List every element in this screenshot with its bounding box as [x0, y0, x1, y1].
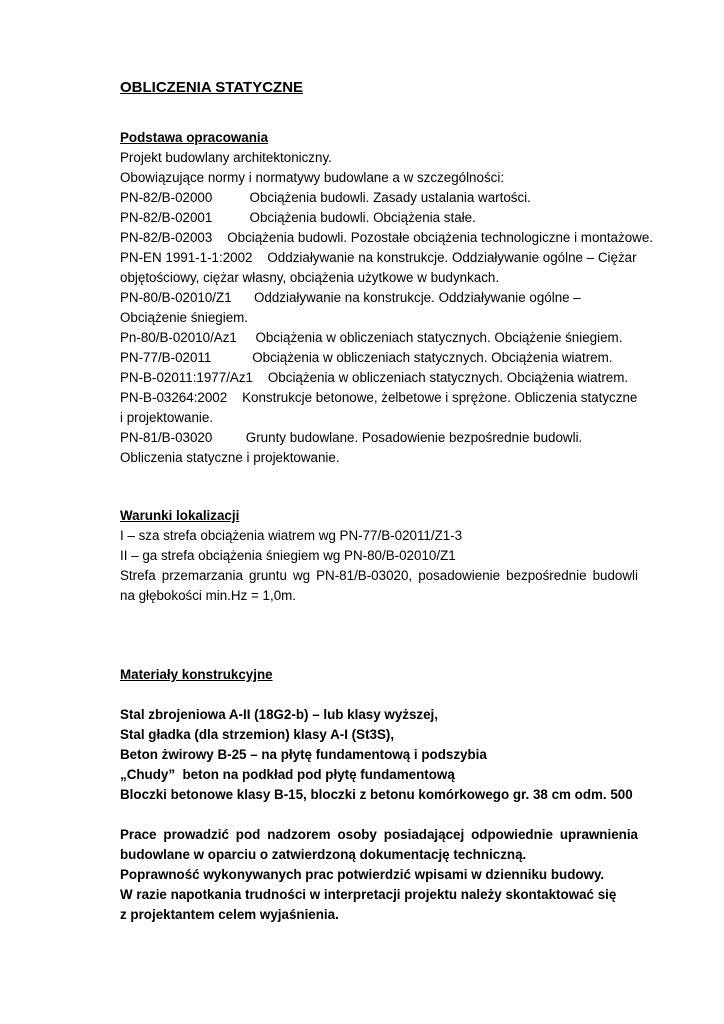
supervision-note: Prace prowadzić pod nadzorem osoby posiadającej odpowiednie uprawnienia budowlane w oparciu o zatwierdzoną dokumentację techniczną.	[120, 827, 638, 862]
standard-sep	[212, 230, 227, 245]
basis-heading: Podstawa opracowania	[120, 130, 269, 145]
basis-line: Obowiązujące normy i normatywy budowlane a w szczególności:	[120, 170, 505, 185]
document-title: OBLICZENIA STATYCZNE	[120, 79, 304, 96]
standard-sep	[253, 370, 268, 385]
standard-entry	[120, 188, 638, 208]
standard-entry	[120, 328, 638, 348]
note-line: z projektantem celem wyjaśnienia.	[120, 907, 339, 922]
standard-sep	[237, 330, 256, 345]
standard-entry	[120, 348, 638, 368]
materials-heading: Materiały konstrukcyjne	[120, 667, 273, 682]
standard-desc: Oddziaływanie na konstrukcje. Oddziaływanie ogólne – Ciężar objętościowy, ciężar własny, obciążenia użytkowe w budynkach.	[120, 250, 637, 285]
standard-code: Pn-80/B-02010/Az1	[120, 330, 237, 345]
material-item: Beton żwirowy B-25 – na płytę fundamentową i podszybia	[120, 747, 487, 762]
standard-code: PN-82/B-02003	[120, 230, 213, 245]
standard-desc: Obciążenia budowli. Obciążenia stałe.	[249, 210, 476, 225]
material-item: „Chudy” beton na podkład pod płytę fundamentową	[120, 767, 455, 782]
standard-sep	[253, 250, 268, 265]
standard-entry	[120, 208, 638, 228]
standard-desc: Oddziaływanie na konstrukcje. Oddziaływanie ogólne – Obciążenie śniegiem.	[120, 290, 581, 325]
standard-sep	[227, 390, 242, 405]
standard-code: PN-82/B-02001	[120, 210, 213, 225]
standard-desc: Konstrukcje betonowe, żelbetowe i sprężone. Obliczenia statyczne i projektowanie.	[120, 390, 638, 425]
standard-entry	[120, 368, 638, 388]
standard-sep	[211, 350, 252, 365]
material-item: Stal zbrojeniowa A-II (18G2-b) – lub klasy wyższej,	[120, 707, 438, 722]
document-content	[120, 78, 653, 925]
standard-sep	[212, 190, 249, 205]
standard-code: PN-B-03264:2002	[120, 390, 228, 405]
frost-depth-text: Strefa przemarzania gruntu wg PN-81/B-03020, posadowienie bezpośrednie budowli na głębokości min.Hz = 1,0m.	[120, 568, 638, 603]
standard-entry	[120, 248, 638, 288]
note-line: W razie napotkania trudności w interpretacji projektu należy skontaktować się	[120, 887, 617, 902]
note-line: Poprawność wykonywanych prac potwierdzić wpisami w dzienniku budowy.	[120, 867, 605, 882]
standard-code: PN-B-02011:1977/Az1	[120, 370, 253, 385]
material-item: Stal gładka (dla strzemion) klasy A-I (St3S),	[120, 727, 395, 742]
standard-entry	[120, 228, 653, 248]
location-line: I – sza strefa obciążenia wiatrem wg PN-77/B-02011/Z1-3	[120, 528, 463, 543]
material-item: Bloczki betonowe klasy B-15, bloczki z betonu komórkowego gr. 38 cm odm. 500	[120, 787, 633, 802]
standard-entry	[120, 428, 638, 468]
standard-entry	[120, 388, 638, 428]
standard-code: PN-82/B-02000	[120, 190, 213, 205]
basis-line: Projekt budowlany architektoniczny.	[120, 150, 332, 165]
standard-sep	[232, 290, 254, 305]
standard-desc: Obciążenia w obliczeniach statycznych. Obciążenia wiatrem.	[267, 370, 629, 385]
standard-code: PN-81/B-03020	[120, 430, 213, 445]
standard-desc: Obciążenia budowli. Pozostałe obciążenia technologiczne i montażowe.	[227, 230, 653, 245]
location-line: II – ga strefa obciążenia śniegiem wg PN-80/B-02010/Z1	[120, 548, 456, 563]
standard-code: PN-EN 1991-1-1:2002	[120, 250, 253, 265]
standard-desc: Obciążenia w obliczeniach statycznych. Obciążenia wiatrem.	[252, 350, 613, 365]
standard-desc: Obciążenia budowli. Zasady ustalania wartości.	[249, 190, 531, 205]
standard-code: PN-77/B-02011	[120, 350, 212, 365]
location-heading: Warunki lokalizacji	[120, 508, 240, 523]
standard-sep	[212, 430, 245, 445]
standard-entry	[120, 288, 638, 328]
standard-sep	[212, 210, 249, 225]
standard-desc: Obciążenia w obliczeniach statycznych. Obciążenie śniegiem.	[255, 330, 623, 345]
standard-code: PN-80/B-02010/Z1	[120, 290, 232, 305]
standard-desc: Grunty budowlane. Posadowienie bezpośrednie budowli. Obliczenia statyczne i projektowanie.	[120, 430, 583, 465]
